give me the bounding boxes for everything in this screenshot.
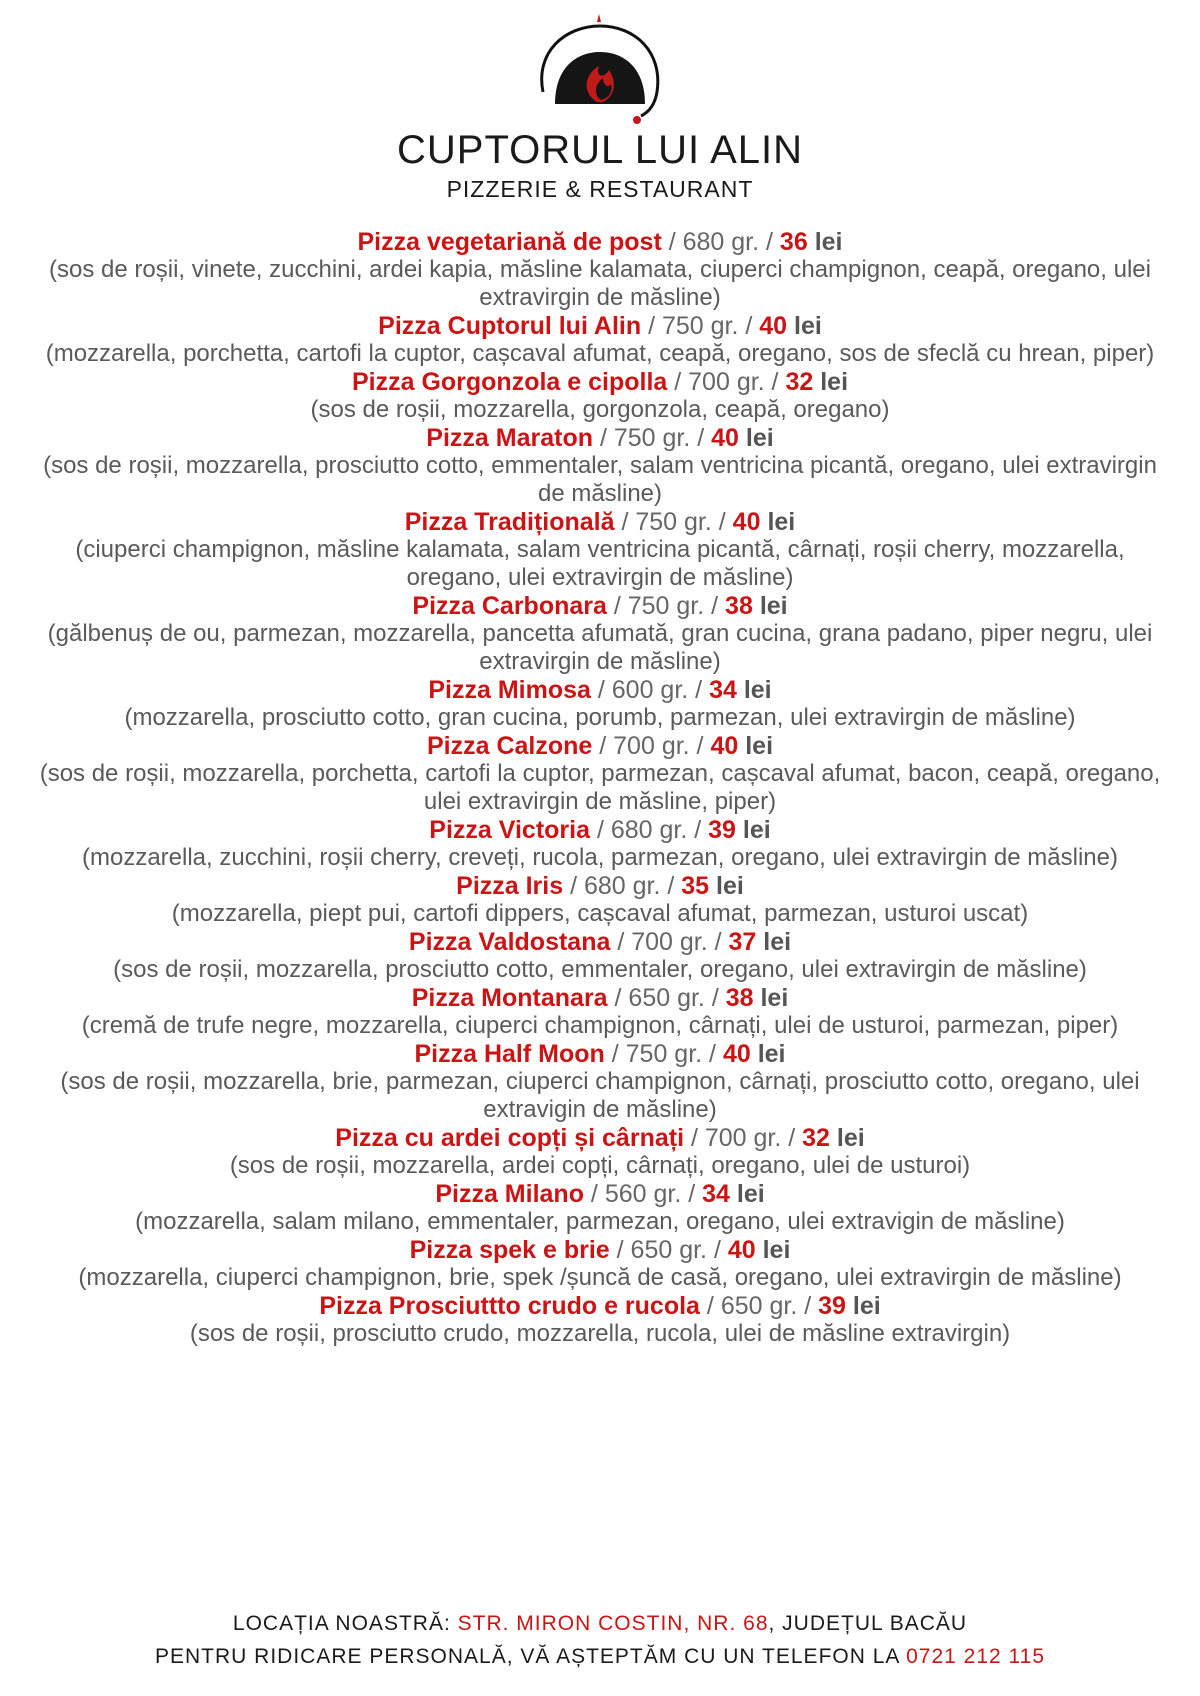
separator: /: [707, 1236, 728, 1264]
pizza-price: 38: [725, 984, 754, 1012]
currency: lei: [836, 1124, 865, 1152]
menu-item: [36, 368, 1164, 424]
menu-item-header: [36, 1292, 1164, 1320]
menu-item-header: [36, 424, 1164, 452]
brand-subtitle: PIZZERIE & RESTAURANT: [446, 176, 754, 202]
pizza-weight: 700 gr.: [631, 928, 708, 956]
pizza-name: Pizza Gorgonzola e cipolla: [351, 368, 668, 396]
pizza-price: 34: [709, 676, 737, 704]
pizza-weight: 680 gr.: [583, 872, 661, 900]
separator: /: [641, 312, 662, 340]
separator: /: [689, 732, 711, 760]
pizza-ingredients: (sos de roșii, mozzarella, ardei copți, cârnați, oregano, ulei de usturoi): [229, 1152, 971, 1179]
menu-item: [36, 984, 1164, 1040]
currency: lei: [763, 928, 792, 956]
separator: /: [711, 508, 733, 536]
menu-item-header: [36, 228, 1164, 256]
pizza-price: 40: [722, 1040, 751, 1068]
menu-item-header: [36, 508, 1164, 536]
pizza-name: Pizza Cuptorul lui Alin: [378, 312, 642, 340]
pizza-name: Pizza Montanara: [411, 984, 608, 1012]
menu-item-header: [36, 368, 1164, 396]
pizza-ingredients: (sos de roșii, mozzarella, prosciutto cotto, emmentaler, oregano, ulei extravirgin de măsline): [113, 956, 1087, 983]
menu-item-header: [36, 1040, 1164, 1068]
separator: /: [684, 1124, 705, 1152]
separator: /: [781, 1124, 803, 1152]
pizza-name: Pizza Iris: [456, 872, 564, 900]
footer-location: [0, 1612, 1200, 1636]
currency: lei: [759, 592, 788, 620]
separator: /: [610, 928, 632, 956]
pizza-weight: 750 gr.: [661, 312, 739, 340]
currency: lei: [852, 1292, 881, 1320]
separator: /: [738, 312, 760, 340]
pizza-ingredients: (mozzarella, ciuperci champignon, brie, spek /șuncă de casă, oregano, ulei extravirgin de măsline): [78, 1264, 1122, 1291]
address: STR. MIRON COSTIN, NR. 68: [457, 1612, 769, 1635]
pizza-ingredients: (mozzarella, salam milano, emmentaler, parmezan, oregano, ulei extravigin de măsline): [135, 1208, 1065, 1235]
pizza-price: 32: [785, 368, 814, 396]
separator: /: [607, 984, 629, 1012]
pizza-weight: 700 gr.: [613, 732, 690, 760]
currency: lei: [745, 732, 774, 760]
menu-item: [36, 1236, 1164, 1292]
menu-item-header: [36, 872, 1164, 900]
menu-item-header: [36, 1180, 1164, 1208]
separator: /: [661, 228, 683, 256]
separator: /: [764, 368, 786, 396]
menu-item: [36, 676, 1164, 732]
pizza-price: 32: [802, 1124, 830, 1152]
separator: /: [590, 676, 612, 704]
pizza-weight: 750 gr.: [613, 424, 691, 452]
separator: /: [759, 228, 780, 256]
pickup-text: PENTRU RIDICARE PERSONALĂ, VĂ AȘTEPTĂM CU UN TELEFON LA: [154, 1645, 900, 1668]
pizza-ingredients: (mozzarella, prosciutto cotto, gran cucina, porumb, parmezan, ulei extravirgin de măsline): [124, 704, 1076, 731]
separator: /: [681, 1180, 703, 1208]
separator: /: [604, 1040, 626, 1068]
separator: /: [592, 732, 614, 760]
separator: /: [609, 1236, 631, 1264]
brand-name: CUPTORUL LUI ALIN: [396, 128, 803, 172]
pizza-ingredients: (sos de roșii, vinete, zucchini, ardei kapia, măsline kalamata, ciuperci champignon, ceapă, oregano, ulei extravirgin de măsline): [49, 256, 1151, 311]
pizza-weight: 600 gr.: [611, 676, 689, 704]
pizza-name: Pizza Victoria: [429, 816, 590, 844]
menu-item-header: [36, 984, 1164, 1012]
pizza-ingredients: (mozzarella, zucchini, roșii cherry, creveți, rucola, parmezan, oregano, ulei extravirgin de măsline): [82, 844, 1118, 871]
menu-item: [36, 312, 1164, 368]
currency: lei: [736, 1180, 765, 1208]
oven-flame-icon: [525, 12, 675, 127]
pizza-name: Pizza Calzone: [426, 732, 593, 760]
pizza-name: Pizza Valdostana: [408, 928, 611, 956]
pizza-ingredients: (sos de roșii, mozzarella, gorgonzola, ceapă, oregano): [310, 396, 890, 423]
footer-pickup: [0, 1645, 1200, 1669]
pizza-ingredients: (gălbenuș de ou, parmezan, mozzarella, pancetta afumată, gran cucina, grana padano, piper negru, ulei extravirgin de măsline): [47, 620, 1153, 675]
separator: /: [614, 508, 636, 536]
menu-item-header: [36, 816, 1164, 844]
separator: /: [687, 816, 709, 844]
pizza-weight: 750 gr.: [627, 592, 705, 620]
pizza-weight: 650 gr.: [720, 1292, 798, 1320]
pizza-weight: 750 gr.: [625, 1040, 703, 1068]
menu-item: [36, 508, 1164, 592]
pizza-price: 35: [681, 872, 710, 900]
pizza-price: 40: [711, 424, 739, 452]
pizza-ingredients: (sos de roșii, mozzarella, brie, parmezan, ciuperci champignon, cârnați, prosciutto cotto, oregano, ulei extravigin de măsline): [60, 1068, 1140, 1123]
menu-item: [36, 1040, 1164, 1124]
pizza-weight: 700 gr.: [688, 368, 765, 396]
pizza-ingredients: (sos de roșii, mozzarella, prosciutto cotto, emmentaler, salam ventricina picantă, oregano, ulei extravirgin de măsline): [43, 452, 1157, 507]
pizza-ingredients: (mozzarella, piept pui, cartofi dippers, cașcaval afumat, parmezan, usturoi uscat): [171, 900, 1029, 927]
pizza-name: Pizza Half Moon: [414, 1040, 605, 1068]
menu-item: [36, 1180, 1164, 1236]
separator: /: [606, 592, 628, 620]
pizza-price: 38: [725, 592, 753, 620]
currency: lei: [814, 228, 843, 256]
separator: /: [704, 984, 726, 1012]
pizza-price: 37: [728, 928, 757, 956]
menu-item: [36, 816, 1164, 872]
pizza-name: Pizza Carbonara: [412, 592, 607, 620]
separator: /: [704, 592, 726, 620]
pizza-name: Pizza vegetariană de post: [357, 228, 662, 256]
currency: lei: [716, 872, 744, 900]
pizza-price: 40: [727, 1236, 756, 1264]
currency: lei: [794, 312, 822, 340]
separator: /: [563, 872, 584, 900]
pizza-weight: 650 gr.: [628, 984, 705, 1012]
pizza-name: Pizza Maraton: [426, 424, 593, 452]
separator: /: [583, 1180, 605, 1208]
pizza-price: 36: [779, 228, 808, 256]
menu-item: [36, 1124, 1164, 1180]
pizza-price: 39: [708, 816, 736, 844]
pizza-name: Pizza Prosciuttto crudo e rucola: [319, 1292, 700, 1320]
pizza-price: 40: [759, 312, 788, 340]
pizza-ingredients: (sos de roșii, mozzarella, porchetta, cartofi la cuptor, parmezan, cașcaval afumat, bacon, ceapă, oregano, ulei extravirgin de măsline, piper): [39, 760, 1161, 815]
separator: /: [702, 1040, 723, 1068]
pizza-ingredients: (ciuperci champignon, măsline kalamata, salam ventricina picantă, cârnați, roșii cherry, mozzarella, oregano, ulei extravirgin de măsline): [75, 536, 1125, 591]
currency: lei: [820, 368, 849, 396]
separator: /: [590, 816, 611, 844]
menu-item: [36, 1292, 1164, 1348]
pizza-weight: 560 gr.: [604, 1180, 682, 1208]
pizza-weight: 750 gr.: [635, 508, 712, 536]
pizza-weight: 680 gr.: [682, 228, 760, 256]
currency: lei: [745, 424, 774, 452]
menu-item: [36, 228, 1164, 312]
pizza-name: Pizza Mimosa: [428, 676, 591, 704]
menu-item: [36, 424, 1164, 508]
menu-item: [36, 872, 1164, 928]
separator: /: [699, 1292, 721, 1320]
separator: /: [690, 424, 712, 452]
separator: /: [707, 928, 729, 956]
pizza-name: Pizza cu ardei copți și cârnați: [335, 1124, 685, 1152]
pizza-weight: 650 gr.: [630, 1236, 707, 1264]
pizza-name: Pizza Tradițională: [404, 508, 615, 536]
currency: lei: [743, 676, 772, 704]
pizza-weight: 700 gr.: [704, 1124, 782, 1152]
menu-item-header: [36, 1124, 1164, 1152]
separator: /: [660, 872, 682, 900]
pizza-price: 40: [732, 508, 761, 536]
separator: /: [797, 1292, 819, 1320]
menu-item-header: [36, 732, 1164, 760]
menu-item: [36, 732, 1164, 816]
currency: lei: [767, 508, 796, 536]
currency: lei: [762, 1236, 791, 1264]
pizza-name: Pizza spek e brie: [409, 1236, 610, 1264]
menu-item-header: [36, 592, 1164, 620]
pizza-price: 34: [702, 1180, 730, 1208]
pizza-ingredients: (cremă de trufe negre, mozzarella, ciuperci champignon, cârnați, ulei de usturoi, parmezan, piper): [81, 1012, 1119, 1039]
pizza-name: Pizza Milano: [435, 1180, 584, 1208]
phone-number: 0721 212 115: [906, 1645, 1046, 1668]
separator: /: [667, 368, 689, 396]
menu-item: [36, 928, 1164, 984]
menu-item-header: [36, 676, 1164, 704]
pizza-price: 40: [710, 732, 739, 760]
separator: /: [593, 424, 614, 452]
menu-item-header: [36, 928, 1164, 956]
pizza-price: 39: [818, 1292, 846, 1320]
menu-item-header: [36, 312, 1164, 340]
pizza-weight: 680 gr.: [610, 816, 688, 844]
menu-item-header: [36, 1236, 1164, 1264]
menu-list: [36, 228, 1164, 1348]
separator: /: [688, 676, 710, 704]
county: , JUDEȚUL BACĂU: [768, 1612, 968, 1635]
pizza-ingredients: (mozzarella, porchetta, cartofi la cuptor, cașcaval afumat, ceapă, oregano, sos de sfeclă cu hrean, piper): [45, 340, 1155, 367]
location-label: LOCAȚIA NOASTRĂ:: [232, 1612, 451, 1635]
currency: lei: [760, 984, 789, 1012]
currency: lei: [742, 816, 771, 844]
currency: lei: [757, 1040, 786, 1068]
pizza-ingredients: (sos de roșii, prosciutto crudo, mozzarella, rucola, ulei de măsline extravirgin): [189, 1320, 1011, 1347]
menu-item: [36, 592, 1164, 676]
